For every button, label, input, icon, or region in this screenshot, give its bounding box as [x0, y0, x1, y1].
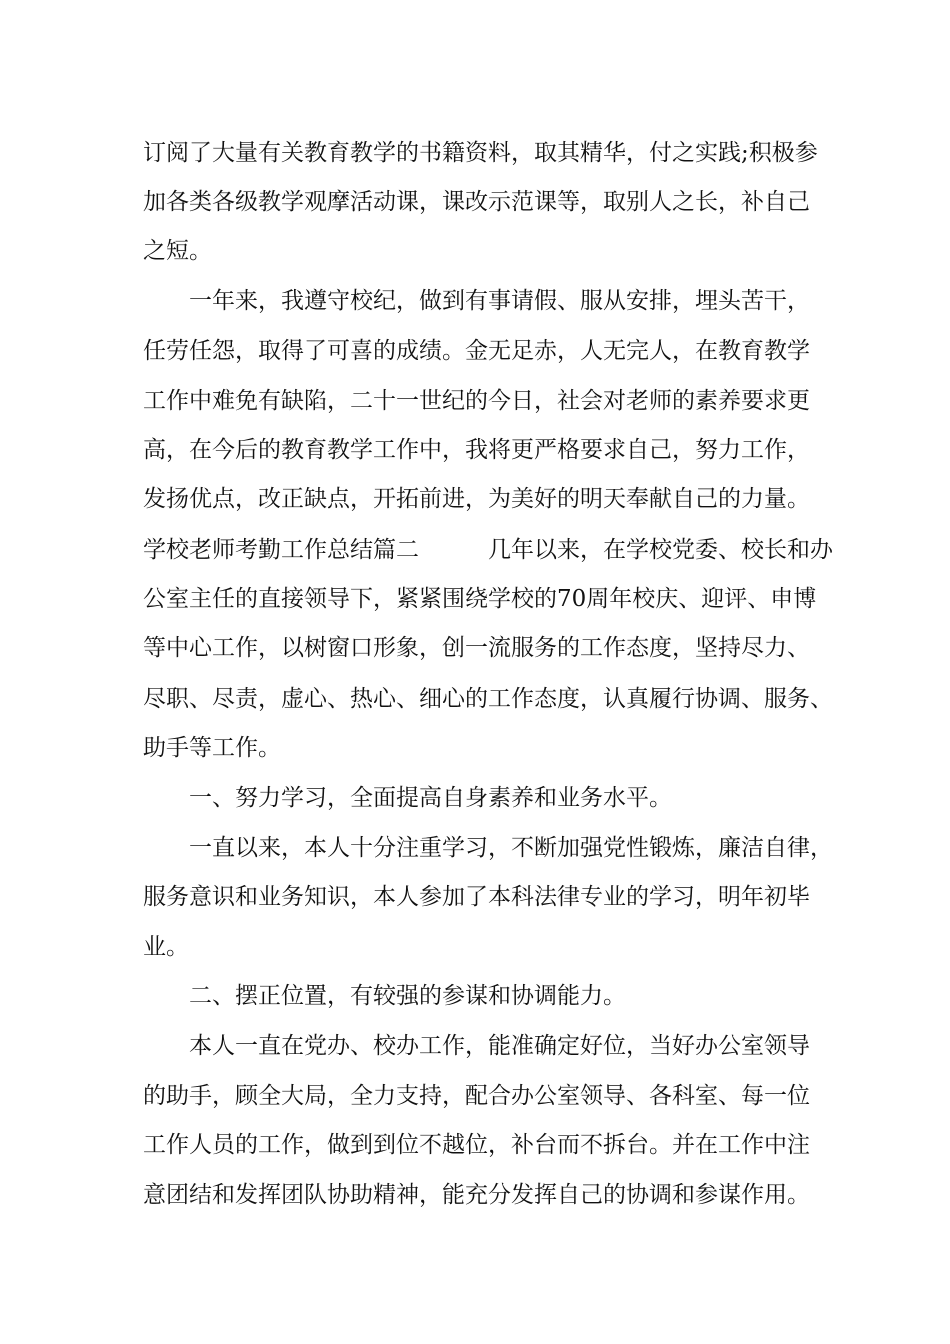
- text-line: 业。: [143, 934, 189, 960]
- section-heading-line: 学校老师考勤工作总结篇二 几年以来，在学校党委、校长和办: [143, 537, 833, 563]
- text-line: 等中心工作，以树窗口形象，创一流服务的工作态度，坚持尽力、: [143, 635, 810, 661]
- text-line: 工作中难免有缺陷，二十一世纪的今日，社会对老师的素养要求更: [143, 388, 810, 414]
- text-line: 任劳任怨，取得了可喜的成绩。金无足赤，人无完人，在教育教学: [143, 338, 810, 364]
- subheading-line: 二、摆正位置，有较强的参谋和协调能力。: [143, 983, 626, 1009]
- text-line: 之短。: [143, 238, 212, 264]
- subheading-line: 一、努力学习，全面提高自身素养和业务水平。: [143, 785, 672, 811]
- text-line: 一直以来，本人十分注重学习，不断加强党性锻炼，廉洁自律，: [143, 835, 833, 861]
- text-line: 助手等工作。: [143, 735, 281, 761]
- text-line: 加各类各级教学观摩活动课，课改示范课等，取别人之长，补自己: [143, 189, 810, 215]
- text-line: 高，在今后的教育教学工作中，我将更严格要求自己，努力工作，: [143, 437, 810, 463]
- text-line: 的助手，顾全大局，全力支持，配合办公室领导、各科室、每一位: [143, 1083, 810, 1109]
- text-line: 服务意识和业务知识，本人参加了本科法律专业的学习，明年初毕: [143, 884, 810, 910]
- text-line: 本人一直在党办、校办工作，能准确定好位，当好办公室领导: [143, 1033, 810, 1059]
- text-line: 公室主任的直接领导下，紧紧围绕学校的70周年校庆、迎评、申博: [143, 586, 817, 612]
- text-line: 尽职、尽责，虚心、热心、细心的工作态度，认真履行协调、服务、: [143, 686, 833, 712]
- text-line: 订阅了大量有关教育教学的书籍资料，取其精华，付之实践;积极参: [143, 140, 818, 166]
- text-line: 意团结和发挥团队协助精神，能充分发挥自己的协调和参谋作用。: [143, 1182, 810, 1208]
- text-line: 一年来，我遵守校纪，做到有事请假、服从安排，埋头苦干，: [143, 288, 810, 314]
- text-line: 发扬优点，改正缺点，开拓前进，为美好的明天奉献自己的力量。: [143, 486, 810, 512]
- text-line: 工作人员的工作，做到到位不越位，补台而不拆台。并在工作中注: [143, 1132, 810, 1158]
